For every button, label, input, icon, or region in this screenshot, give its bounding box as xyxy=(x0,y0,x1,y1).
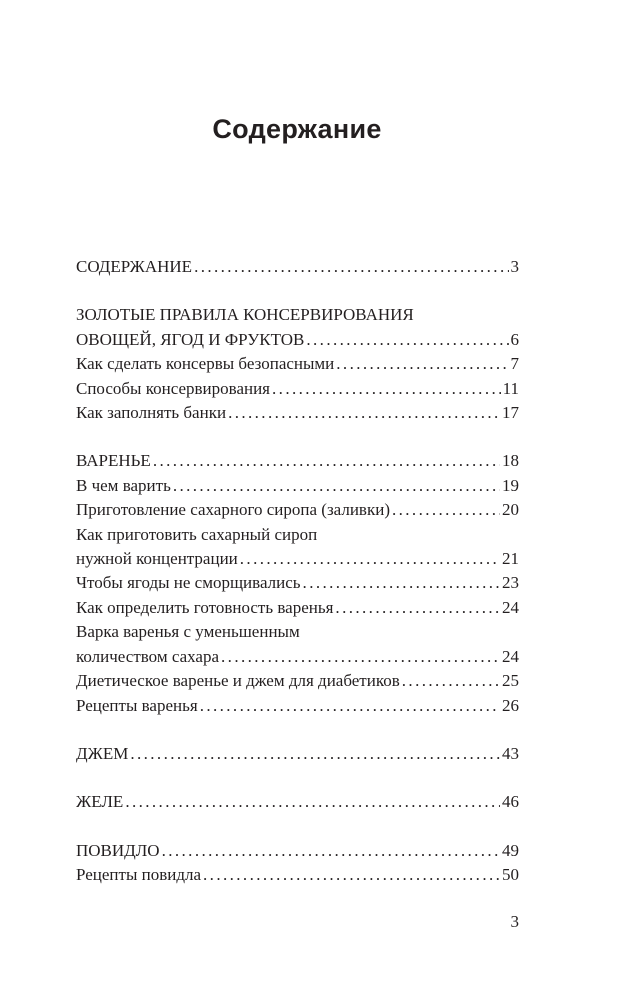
toc-entry[interactable] xyxy=(76,742,519,766)
toc-entry-title: количеством сахара xyxy=(76,646,220,666)
toc-entry-page: 24 xyxy=(502,597,519,617)
toc-entry-title: Диетическое варенье и джем для диабетиков xyxy=(76,671,400,691)
toc-entry-line xyxy=(76,474,519,498)
toc-entry-page: 25 xyxy=(502,671,519,691)
toc-entry-page: 3 xyxy=(510,257,519,276)
dot-leader xyxy=(336,352,508,376)
toc-entry[interactable] xyxy=(76,839,519,863)
toc-entry-page: 17 xyxy=(502,403,519,423)
toc-entry-line xyxy=(76,839,519,863)
dot-leader xyxy=(306,328,508,352)
toc-entry[interactable] xyxy=(76,620,519,669)
toc-entry-line xyxy=(76,328,519,352)
dot-leader xyxy=(194,255,508,279)
toc-entry-page: 18 xyxy=(502,451,519,471)
toc-entry-line xyxy=(76,742,519,766)
dot-leader xyxy=(392,498,500,522)
toc-entry-title: Приготовление сахарного сиропа (заливки) xyxy=(76,500,390,520)
toc-entry[interactable] xyxy=(76,498,519,522)
toc-entry-line xyxy=(76,790,519,814)
toc-entry[interactable] xyxy=(76,377,519,401)
dot-leader xyxy=(221,645,500,669)
dot-leader xyxy=(402,669,500,693)
toc-entry-line xyxy=(76,498,519,522)
toc-entry-title: ЖЕЛЕ xyxy=(76,792,124,812)
toc-entry-line xyxy=(76,571,519,595)
toc-entry[interactable] xyxy=(76,571,519,595)
dot-leader xyxy=(173,474,500,498)
toc-entry-page: 26 xyxy=(502,695,519,715)
toc-entry-page: 49 xyxy=(502,840,519,860)
dot-leader xyxy=(125,790,500,814)
toc-entry-title: Рецепты повидла xyxy=(76,865,202,885)
toc-entry[interactable] xyxy=(76,596,519,620)
toc-entry[interactable] xyxy=(76,669,519,693)
table-of-contents xyxy=(76,255,519,888)
toc-entry[interactable] xyxy=(76,303,519,352)
toc-entry[interactable] xyxy=(76,474,519,498)
dot-leader xyxy=(130,742,500,766)
toc-entry-title: ДЖЕМ xyxy=(76,743,129,763)
toc-entry[interactable] xyxy=(76,449,519,473)
toc-entry-page: 11 xyxy=(502,378,519,398)
toc-entry-page: 23 xyxy=(502,573,519,593)
toc-entry-title-line: Варка варенья с уменьшенным xyxy=(76,622,300,642)
toc-entry-title: ОВОЩЕЙ, ЯГОД И ФРУКТОВ xyxy=(76,329,305,349)
toc-entry[interactable] xyxy=(76,255,519,279)
dot-leader xyxy=(162,839,500,863)
toc-entry-line xyxy=(76,694,519,718)
toc-entry-page: 6 xyxy=(510,329,519,349)
toc-entry-line xyxy=(76,863,519,887)
dot-leader xyxy=(272,377,501,401)
toc-entry-title: В чем варить xyxy=(76,475,171,495)
dot-leader xyxy=(153,449,500,473)
toc-entry-line xyxy=(76,596,519,620)
dot-leader xyxy=(228,401,500,425)
toc-entry-title: Как определить готовность варенья xyxy=(76,597,334,617)
toc-entry-title: ПОВИДЛО xyxy=(76,840,160,860)
dot-leader xyxy=(200,694,500,718)
toc-entry-title-line: ЗОЛОТЫЕ ПРАВИЛА КОНСЕРВИРОВАНИЯ xyxy=(76,305,414,325)
toc-entry-title: нужной концентрации xyxy=(76,549,238,569)
toc-entry-title: Как заполнять банки xyxy=(76,403,227,423)
page-number: 3 xyxy=(510,912,519,931)
dot-leader xyxy=(240,547,500,571)
toc-entry-page: 7 xyxy=(510,354,519,374)
dot-leader xyxy=(303,571,500,595)
toc-entry-page: 50 xyxy=(502,865,519,885)
toc-entry[interactable] xyxy=(76,352,519,376)
toc-entry-title: Рецепты варенья xyxy=(76,695,198,715)
toc-entry-title: Чтобы ягоды не сморщивались xyxy=(76,573,301,593)
toc-entry-title: Способы консервирования xyxy=(76,378,271,398)
toc-entry-line xyxy=(76,547,519,571)
toc-entry-title-line: Как приготовить сахарный сироп xyxy=(76,524,318,544)
page-title: Содержание xyxy=(212,114,382,144)
toc-entry[interactable] xyxy=(76,790,519,814)
toc-entry-page: 24 xyxy=(502,646,519,666)
toc-entry[interactable] xyxy=(76,694,519,718)
dot-leader xyxy=(335,596,500,620)
toc-entry-title: ВАРЕНЬЕ xyxy=(76,451,151,471)
toc-entry-line xyxy=(76,352,519,376)
toc-entry-line xyxy=(76,645,519,669)
toc-entry-page: 19 xyxy=(502,475,519,495)
toc-entry-page: 21 xyxy=(502,549,519,569)
toc-entry-line xyxy=(76,377,519,401)
toc-entry[interactable] xyxy=(76,523,519,572)
toc-entry-title: Как сделать консервы безопасными xyxy=(76,354,335,374)
toc-entry[interactable] xyxy=(76,863,519,887)
toc-entry-page: 20 xyxy=(502,500,519,520)
toc-entry-page: 43 xyxy=(502,743,519,763)
toc-entry-line xyxy=(76,449,519,473)
toc-entry-title: СОДЕРЖАНИЕ xyxy=(76,257,193,276)
toc-entry-page: 46 xyxy=(502,792,519,812)
toc-entry-line xyxy=(76,669,519,693)
dot-leader xyxy=(203,863,500,887)
toc-entry[interactable] xyxy=(76,401,519,425)
toc-entry-line xyxy=(76,401,519,425)
toc-entry-line xyxy=(76,255,519,279)
